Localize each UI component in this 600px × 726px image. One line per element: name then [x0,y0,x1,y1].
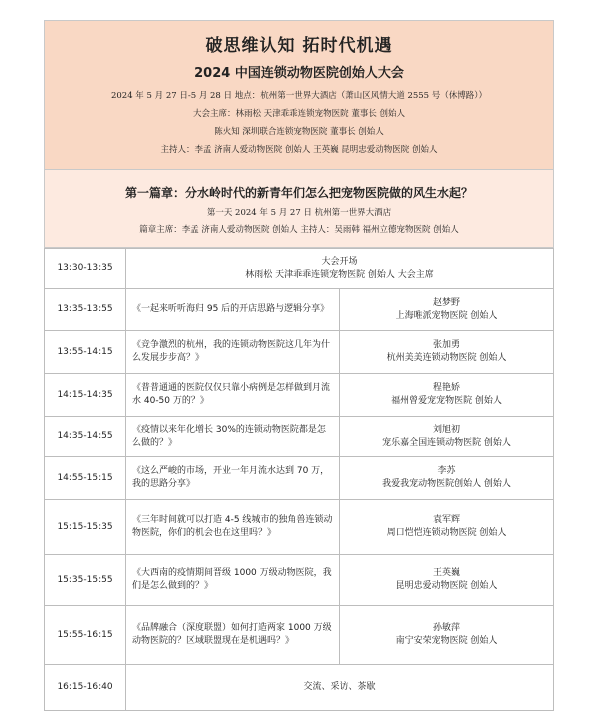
talk-title: 《三年时间就可以打造 4-5 线城市的独角兽连锁动物医院，你们的机会也在这里吗？》 [126,500,340,555]
talk-title: 《这么严峻的市场，开业一年月流水达到 70 万，我的思路分享》 [126,457,340,500]
speaker-cell [340,555,554,606]
talk-title: 《一起来听听海归 95 后的开店思路与逻辑分享》 [126,289,340,331]
speaker-name: 袁军辉 [432,515,460,525]
talk-title: 《竞争激烈的杭州，我的连锁动物医院这几年为什么发展步步高？》 [126,331,340,374]
chair-line-2: 陈火知 深圳联合连锁宠物医院 董事长 创始人 [214,127,384,137]
speaker-cell [340,417,554,457]
speaker-name: 程艳娇 [432,383,460,393]
table-row [45,555,554,606]
session-time: 13:55-14:15 [45,331,126,374]
conference-header [44,20,554,170]
table-row [45,606,554,665]
session-time: 16:15-16:40 [45,665,126,711]
speaker-cell [340,500,554,555]
speaker-org: 福州曾爱宠宠物医院 创始人 [391,396,502,406]
session-time: 15:35-15:55 [45,555,126,606]
table-row-opening [45,249,554,289]
chapter-hosts: 篇章主席：李孟 济南人爱动物医院 创始人 主持人：吴雨韩 福州立德宠物医院 创始人 [139,225,459,235]
chapter-title: 第一篇章：分水岭时代的新青年们怎么把宠物医院做的风生水起？ [124,186,473,200]
table-row [45,500,554,555]
speaker-name: 孙敏萍 [432,623,460,633]
session-time: 14:15-14:35 [45,374,126,417]
speaker-name: 王英巍 [432,568,460,578]
speaker-cell [340,289,554,331]
speaker-name: 李苏 [437,466,456,476]
speaker-org: 周口恺恺连锁动物医院 创始人 [386,528,507,538]
opening-title: 大会开场 [321,256,358,267]
opening-speaker: 林雨松 天津乖乖连锁宠物医院 创始人 大会主席 [245,269,434,280]
table-row [45,289,554,331]
chapter-day-location: 第一天 2024 年 5 月 27 日 杭州第一世界大酒店 [206,208,392,218]
table-row [45,331,554,374]
speaker-org: 南宁安荣宠物医院 创始人 [395,636,498,646]
closing-title: 交流、采访、茶歇 [126,665,554,711]
opening-cell [126,249,554,289]
speaker-cell [340,374,554,417]
speaker-name: 张加勇 [432,340,460,350]
schedule-table [44,248,554,711]
talk-title: 《大西南的疫情期间晋级 1000 万级动物医院，我们是怎么做到的？》 [126,555,340,606]
chapter-header [44,170,554,248]
conference-name: 2024 中国连锁动物医院创始人大会 [194,66,404,81]
speaker-name: 刘旭初 [432,424,460,435]
table-row [45,457,554,500]
talk-title: 《品牌融合（深度联盟）如何打造两家 1000 万级动物医院的？区域联盟现在是机遇吗？》 [126,606,340,665]
table-row [45,417,554,457]
session-time: 14:35-14:55 [45,417,126,457]
table-row-closing [45,665,554,711]
session-time: 13:35-13:55 [45,289,126,331]
chair-line-1: 大会主席：林雨松 天津乖乖连锁宠物医院 董事长 创始人 [192,109,406,119]
main-title: 破思维认知 拓时代机遇 [205,36,393,56]
speaker-name: 赵梦野 [432,297,460,308]
speaker-cell [340,331,554,374]
speaker-cell [340,606,554,665]
session-time: 13:30-13:35 [45,249,126,289]
speaker-org: 杭州美美连锁动物医院 创始人 [386,353,507,363]
presenters-line: 主持人：李孟 济南人爱动物医院 创始人 王英巍 昆明忠爱动物医院 创始人 [160,145,438,155]
speaker-org: 上海唯派宠物医院 创始人 [395,310,498,321]
session-time: 15:55-16:15 [45,606,126,665]
talk-title: 《疫情以来年化增长 30%的连锁动物医院都是怎么做的？》 [126,417,340,457]
talk-title: 《普普通通的医院仅仅只靠小病例是怎样做到月流水 40-50 万的？》 [126,374,340,417]
speaker-org: 宠乐嘉全国连锁动物医院 创始人 [382,437,511,448]
date-location: 2024 年 5 月 27 日-5 月 28 日 地点：杭州第一世界大酒店（萧山区风情大道 2555 号（休博路）） [110,91,488,101]
speaker-org: 我爱我宠动物医院创始人 创始人 [382,479,511,489]
session-time: 15:15-15:35 [45,500,126,555]
agenda-page [44,20,554,711]
session-time: 14:55-15:15 [45,457,126,500]
speaker-cell [340,457,554,500]
speaker-org: 昆明忠爱动物医院 创始人 [395,581,498,591]
table-row [45,374,554,417]
